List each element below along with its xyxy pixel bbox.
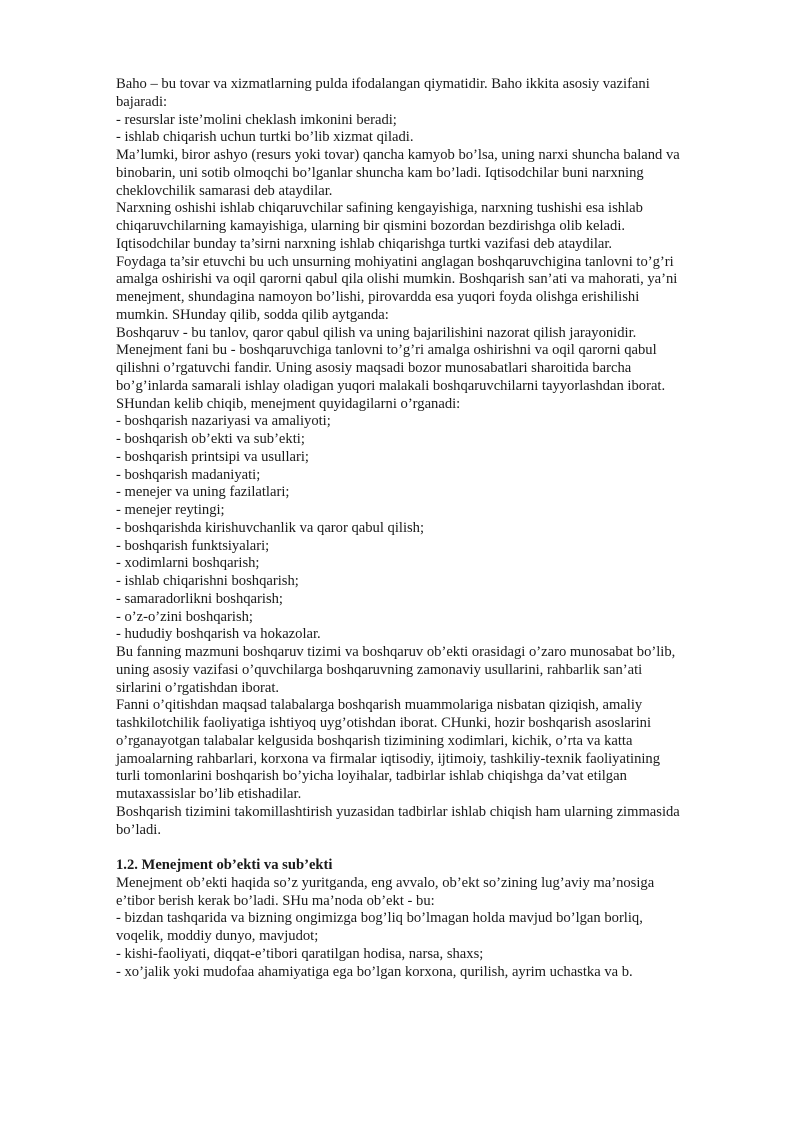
text-line: - ishlab chiqarishni boshqarish; bbox=[116, 573, 299, 589]
text-line: turli tomonlarini boshqarish bo’yicha loyihalar, tadbirlar ishlab chiqishga da’vat etilgan bbox=[116, 768, 627, 785]
text-line: Boshqaruv - bu tanlov, qaror qabul qilish va uning bajarilishini nazorat qilish jarayonidir. bbox=[116, 324, 637, 341]
text-line: - xodimlarni boshqarish; bbox=[116, 555, 260, 572]
text-line: jamoalarning rahbarlari, korxona va firmalar iqtisodiy, ijtimoiy, tashkiliy-texnik faoliyatining bbox=[116, 750, 661, 767]
text-line: Baho – bu tovar va xizmatlarning pulda ifodalangan qiymatidir. Baho ikkita asosiy vazifani bbox=[116, 76, 650, 92]
text-line: Narxning oshishi ishlab chiqaruvchilar safining kengayishiga, narxning tushishi esa ishlab bbox=[116, 200, 643, 217]
text-line: - xo’jalik yoki mudofaa ahamiyatiga ega bo’lgan korxona, qurilish, ayrim uchastka va b. bbox=[116, 963, 633, 980]
text-line: - boshqarishda kirishuvchanlik va qaror qabul qilish; bbox=[116, 519, 425, 536]
text-line: Bu fanning mazmuni boshqaruv tizimi va boshqaruv ob’ekti orasidagi o’zaro munosabat bo’lib, bbox=[116, 644, 676, 660]
text-line: o’rganayotgan talabalar kelgusida boshqarish tizimining xodimlari, kichik, o’rta va katta bbox=[116, 732, 633, 749]
section-body-text bbox=[116, 875, 742, 982]
text-line: - o’z-o’zini boshqarish; bbox=[116, 608, 253, 625]
text-line: - samaradorlikni boshqarish; bbox=[116, 590, 283, 607]
text-line: Ma’lumki, biror ashyo (resurs yoki tovar) qancha kamyob bo’lsa, uning narxi shuncha baland va bbox=[116, 147, 680, 163]
text-line: cheklovchilik samarasi deb ataydilar. bbox=[116, 182, 333, 199]
text-line: mumkin. SHunday qilib, sodda qilib aytganda: bbox=[116, 306, 389, 323]
text-line: - boshqarish ob’ekti va sub’ekti; bbox=[116, 431, 305, 447]
text-line: qilishni o’rgatuvchi fandir. Uning asosiy maqsadi bozor munosabatlari sharoitida barcha bbox=[116, 360, 632, 376]
text-line: voqelik, moddiy dunyo, mavjudot; bbox=[116, 928, 319, 944]
text-line: - kishi-faoliyati, diqqat-e’tibori qaratilgan hodisa, narsa, shaxs; bbox=[116, 945, 484, 962]
body-text-block bbox=[116, 76, 742, 839]
text-line: amalga oshirishi va oqil qarorni qabul qila olishi mumkin. Boshqarish san’ati va mahorati, ya’ni bbox=[116, 271, 678, 288]
text-line: Foydaga ta’sir etuvchi bu uch unsurning mohiyatini anglagan boshqaruvchigina tanlovni to’g’ri bbox=[116, 253, 674, 270]
text-line: uning asosiy vazifasi o’quvchilarga boshqaruvning zamonaviy usullarini, rahbarlik san’ati bbox=[116, 661, 643, 678]
text-line: - bizdan tashqarida va bizning ongimizga bog’liq bo’lmagan holda mavjud bo’lgan borliq, bbox=[116, 910, 643, 927]
text-line: Fanni o’qitishdan maqsad talabalarga boshqarish muammolariga nisbatan qiziqish, amaliy bbox=[116, 697, 643, 714]
blank-line bbox=[116, 839, 742, 857]
text-line: - boshqarish madaniyati; bbox=[116, 466, 261, 483]
text-line: - menejer va uning fazilatlari; bbox=[116, 484, 290, 501]
document-page bbox=[116, 76, 742, 981]
text-line: - menejer reytingi; bbox=[116, 502, 225, 518]
text-line: - boshqarish funktsiyalari; bbox=[116, 537, 270, 554]
text-line: - resurslar iste’molini cheklash imkonini beradi; bbox=[116, 111, 397, 128]
text-line: SHundan kelib chiqib, menejment quyidagilarni o’rganadi: bbox=[116, 395, 461, 412]
text-line: sirlarini o’rgatishdan iborat. bbox=[116, 679, 280, 696]
text-line: - boshqarish nazariyasi va amaliyoti; bbox=[116, 413, 331, 430]
text-line: Menejment ob’ekti haqida so’z yuritganda, eng avvalo, ob’ekt so’zining lug’aviy ma’nosiga bbox=[116, 874, 655, 891]
text-line: e’tibor berish kerak bo’ladi. SHu ma’noda ob’ekt - bu: bbox=[116, 892, 435, 909]
text-line: tashkilotchilik faoliyatiga ishtiyoq uyg’otishdan iborat. CHunki, hozir boshqarish asoslarini bbox=[116, 715, 652, 731]
text-line: bo’g’inlarda samarali ishlay oladigan yuqori malakali boshqaruvchilarni tayyorlashdan iborat. bbox=[116, 377, 666, 394]
text-line: chiqaruvchilarning kamayishiga, ularning bir qismini bozordan bezdirishga olib keladi. bbox=[116, 218, 626, 234]
text-line: binobarin, uni sotib olmoqchi bo’lganlar shuncha kam bo’ladi. Iqtisodchilar buni narxning bbox=[116, 164, 644, 181]
text-line: menejment, shundagina namoyon bo’lishi, pirovardda esa yuqori foyda olishga erishilishi bbox=[116, 289, 640, 305]
text-line: bo’ladi. bbox=[116, 821, 161, 838]
text-line: Boshqarish tizimini takomillashtirish yuzasidan tadbirlar ishlab chiqish ham ularning zimmasida bbox=[116, 803, 680, 820]
text-line: - ishlab chiqarish uchun turtki bo’lib xizmat qiladi. bbox=[116, 129, 414, 146]
text-line: Menejment fani bu - boshqaruvchiga tanlovni to’g’ri amalga oshirishni va oqil qarorni qabul bbox=[116, 342, 657, 359]
text-line: Iqtisodchilar bunday ta’sirni narxning ishlab chiqarishga turtki vazifasi deb ataydilar. bbox=[116, 235, 613, 252]
text-line: - boshqarish printsipi va usullari; bbox=[116, 448, 309, 465]
text-line: bajaradi: bbox=[116, 93, 168, 110]
text-line: - hududiy boshqarish va hokazolar. bbox=[116, 626, 321, 643]
text-line: mutaxassislar bo’lib etishadilar. bbox=[116, 786, 302, 802]
section-heading: 1.2. Menejment ob’ekti va sub’ekti bbox=[116, 857, 333, 873]
